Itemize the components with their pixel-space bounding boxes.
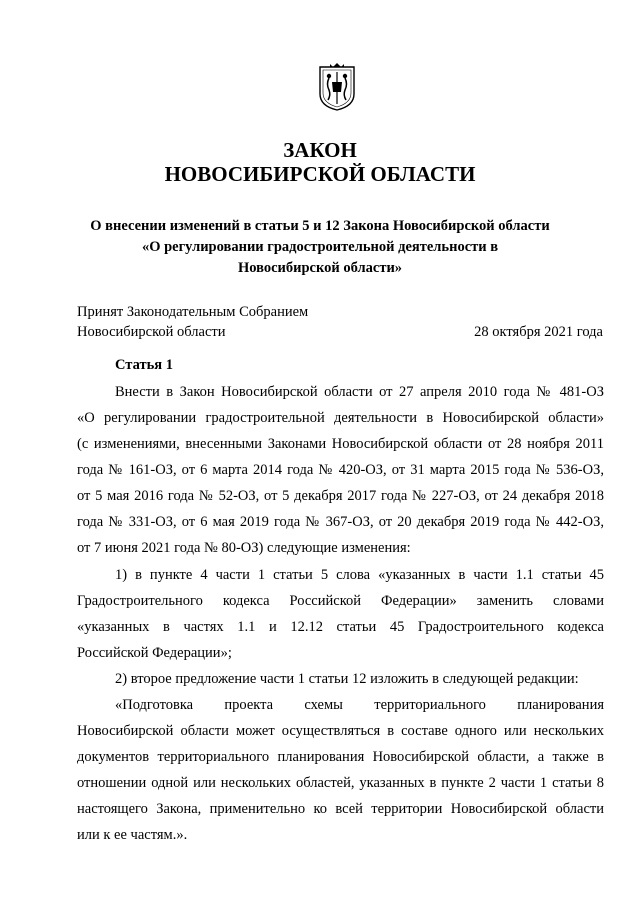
text-line: года № 331-ОЗ, от 6 мая 2019 года № 367-ОЗ, от 20 декабря 2019 года № 442-ОЗ, xyxy=(77,514,604,530)
adoption-line: Принят Законодательным Собранием xyxy=(77,304,309,320)
text-line: от 5 мая 2016 года № 52-ОЗ, от 5 декабря 2017 года № 227-ОЗ, от 24 декабря 2018 xyxy=(77,488,604,504)
subtitle-line: О внесении изменений в статьи 5 и 12 Закона Новосибирской области xyxy=(90,218,550,234)
text-line: настоящего Закона, применительно ко всей территории Новосибирской области xyxy=(77,801,604,817)
text-line: 1) в пункте 4 части 1 статьи 5 слова «указанных в части 1.1 статьи 45 xyxy=(115,567,604,583)
text-line: от 7 июня 2021 года № 80-ОЗ) следующие изменения: xyxy=(77,540,411,556)
adoption-line: Новосибирской области xyxy=(77,324,226,340)
text-line: «указанных в частях 1.1 и 12.12 статьи 45 Градостроительного кодекса xyxy=(77,619,604,635)
text-line: года № 161-ОЗ, от 6 марта 2014 года № 420-ОЗ, от 31 марта 2015 года № 536-ОЗ, xyxy=(77,462,604,478)
text-line: Внести в Закон Новосибирской области от 27 апреля 2010 года № 481-ОЗ xyxy=(115,384,604,400)
text-line: 2) второе предложение части 1 статьи 12 изложить в следующей редакции: xyxy=(115,671,579,687)
text-line: Новосибирской области может осуществляться в составе одного или нескольких xyxy=(77,723,604,739)
text-line: Градостроительного кодекса Российской Федерации» заменить словами xyxy=(77,593,604,609)
law-region: НОВОСИБИРСКОЙ ОБЛАСТИ xyxy=(164,162,476,186)
text-line: документов территориального планирования Новосибирской области, а также в xyxy=(77,749,604,765)
subtitle-line: Новосибирской области» xyxy=(237,260,403,276)
text-line: Российской Федерации»; xyxy=(77,645,232,661)
text-line: или к ее частям.». xyxy=(77,827,188,843)
text-line: (с изменениями, внесенными Законами Новосибирской области от 28 ноября 2011 xyxy=(77,436,604,452)
article-title: Статья 1 xyxy=(115,357,173,373)
text-line: «О регулировании градостроительной деятельности в Новосибирской области» xyxy=(77,410,604,426)
adoption-statement xyxy=(77,302,308,342)
text-line: отношении одной или нескольких областей, указанных в пункте 2 части 1 статьи 8 xyxy=(77,775,604,791)
coat-of-arms-icon xyxy=(317,62,357,112)
subtitle-line: «О регулировании градостроительной деятельности в xyxy=(141,239,499,255)
text-line: «Подготовка проекта схемы территориального планирования xyxy=(115,697,604,713)
law-title: ЗАКОН xyxy=(283,138,357,162)
adoption-date: 28 октября 2021 года xyxy=(474,324,603,340)
law-subtitle xyxy=(60,216,580,279)
